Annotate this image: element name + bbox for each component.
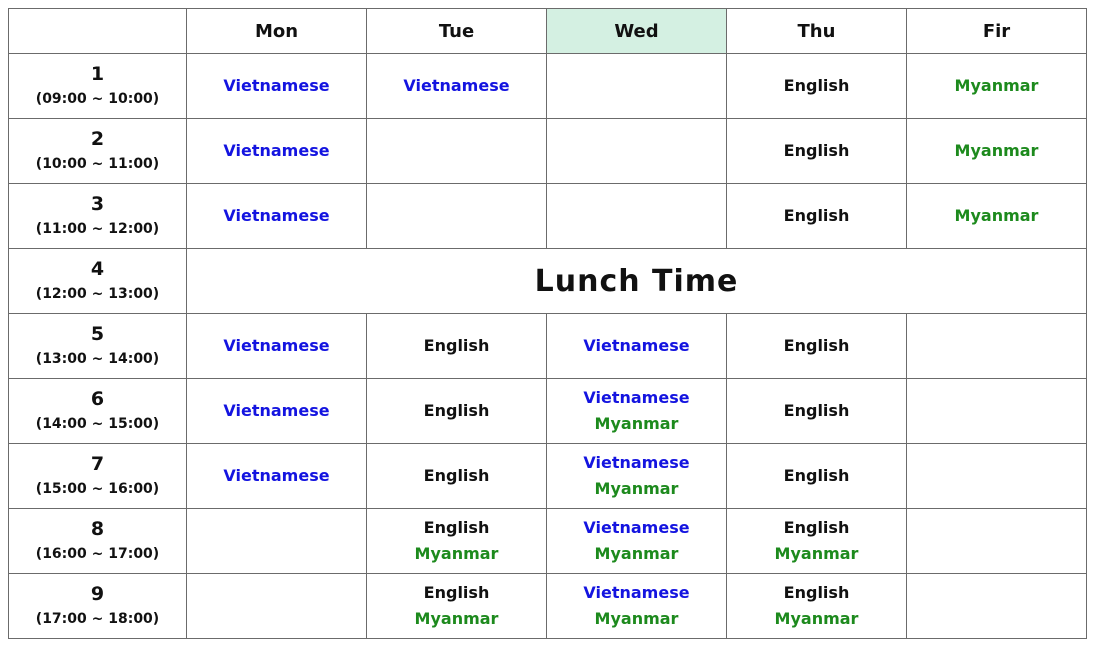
period-row (9, 314, 1087, 379)
period-row (9, 574, 1087, 639)
class-entry: English (783, 466, 850, 485)
class-entry: Vietnamese (223, 336, 330, 355)
day-header-wed: Wed (547, 9, 727, 54)
period-row (9, 54, 1087, 119)
schedule-cell (367, 119, 547, 184)
schedule-cell (187, 444, 367, 509)
class-entry: English (423, 466, 490, 485)
period-time: (13:00 ~ 14:00) (35, 351, 160, 367)
schedule-cell (727, 54, 907, 119)
period-cell (9, 509, 187, 574)
class-entry: Vietnamese (583, 518, 690, 537)
schedule-cell (547, 379, 727, 444)
schedule-cell (187, 314, 367, 379)
schedule-cell (367, 574, 547, 639)
class-entry: Myanmar (954, 206, 1039, 225)
class-entry: Myanmar (954, 141, 1039, 160)
class-entry: Myanmar (414, 544, 499, 563)
class-entry: Myanmar (774, 609, 859, 628)
schedule-cell (727, 314, 907, 379)
schedule-cell (187, 184, 367, 249)
class-entry: Vietnamese (223, 76, 330, 95)
lunch-cell (187, 249, 1087, 314)
period-number: 8 (90, 518, 105, 540)
schedule-cell (187, 119, 367, 184)
class-entry: English (783, 206, 850, 225)
timetable-body (9, 54, 1087, 639)
schedule-cell (367, 54, 547, 119)
period-row (9, 184, 1087, 249)
schedule-cell (907, 184, 1087, 249)
period-number: 9 (90, 583, 105, 605)
class-entry: English (423, 518, 490, 537)
period-cell (9, 379, 187, 444)
period-cell (9, 184, 187, 249)
class-entry: Myanmar (954, 76, 1039, 95)
class-entry: English (423, 336, 490, 355)
schedule-cell (547, 574, 727, 639)
schedule-cell (727, 574, 907, 639)
period-cell (9, 249, 187, 314)
schedule-cell (727, 184, 907, 249)
schedule-cell (367, 314, 547, 379)
schedule-cell (907, 314, 1087, 379)
period-time: (14:00 ~ 15:00) (35, 416, 160, 432)
period-time: (09:00 ~ 10:00) (35, 91, 160, 107)
period-number: 3 (90, 193, 105, 215)
schedule-cell (727, 379, 907, 444)
day-header-tue: Tue (367, 9, 547, 54)
schedule-cell (907, 119, 1087, 184)
class-entry: English (783, 141, 850, 160)
class-entry: English (783, 401, 850, 420)
schedule-cell (907, 444, 1087, 509)
schedule-cell (727, 444, 907, 509)
schedule-cell (907, 54, 1087, 119)
class-entry: Vietnamese (583, 336, 690, 355)
class-entry: Vietnamese (223, 206, 330, 225)
class-entry: English (783, 76, 850, 95)
class-entry: Myanmar (414, 609, 499, 628)
period-time: (10:00 ~ 11:00) (35, 156, 160, 172)
class-entry: English (423, 583, 490, 602)
schedule-cell (367, 184, 547, 249)
schedule-cell (187, 54, 367, 119)
timetable (8, 8, 1087, 639)
period-number: 1 (90, 63, 105, 85)
class-entry: Myanmar (594, 544, 679, 563)
class-entry: Vietnamese (403, 76, 510, 95)
lunch-label: Lunch Time (534, 263, 739, 299)
class-entry: Myanmar (594, 414, 679, 433)
schedule-cell (727, 509, 907, 574)
period-cell (9, 444, 187, 509)
class-entry: English (783, 518, 850, 537)
schedule-cell (907, 379, 1087, 444)
class-entry: Vietnamese (223, 401, 330, 420)
schedule-cell (547, 54, 727, 119)
schedule-cell (187, 574, 367, 639)
period-cell (9, 54, 187, 119)
period-row (9, 249, 1087, 314)
class-entry: Vietnamese (583, 453, 690, 472)
period-cell (9, 119, 187, 184)
schedule-cell (187, 509, 367, 574)
day-header-thu: Thu (727, 9, 907, 54)
period-number: 4 (90, 258, 105, 280)
schedule-cell (547, 184, 727, 249)
schedule-cell (547, 314, 727, 379)
class-entry: Vietnamese (223, 141, 330, 160)
class-entry: Vietnamese (223, 466, 330, 485)
schedule-cell (547, 119, 727, 184)
period-row (9, 379, 1087, 444)
schedule-cell (367, 509, 547, 574)
period-time: (16:00 ~ 17:00) (35, 546, 160, 562)
period-row (9, 509, 1087, 574)
period-number: 2 (90, 128, 105, 150)
period-time: (15:00 ~ 16:00) (35, 481, 160, 497)
class-entry: Myanmar (594, 609, 679, 628)
class-entry: Myanmar (594, 479, 679, 498)
period-number: 6 (90, 388, 105, 410)
schedule-cell (187, 379, 367, 444)
period-number: 7 (90, 453, 105, 475)
schedule-cell (907, 509, 1087, 574)
schedule-cell (727, 119, 907, 184)
day-header-fri: Fir (907, 9, 1087, 54)
class-entry: Vietnamese (583, 388, 690, 407)
period-number: 5 (90, 323, 105, 345)
period-time: (17:00 ~ 18:00) (35, 611, 160, 627)
schedule-cell (547, 509, 727, 574)
period-time: (11:00 ~ 12:00) (35, 221, 160, 237)
period-row (9, 444, 1087, 509)
corner-cell (9, 9, 187, 54)
period-cell (9, 574, 187, 639)
period-time: (12:00 ~ 13:00) (35, 286, 160, 302)
schedule-cell (907, 574, 1087, 639)
period-row (9, 119, 1087, 184)
header-row (9, 9, 1087, 54)
class-entry: English (783, 583, 850, 602)
class-entry: Vietnamese (583, 583, 690, 602)
class-entry: English (783, 336, 850, 355)
class-entry: English (423, 401, 490, 420)
class-entry: Myanmar (774, 544, 859, 563)
schedule-cell (547, 444, 727, 509)
period-cell (9, 314, 187, 379)
schedule-cell (367, 379, 547, 444)
day-header-mon: Mon (187, 9, 367, 54)
schedule-cell (367, 444, 547, 509)
